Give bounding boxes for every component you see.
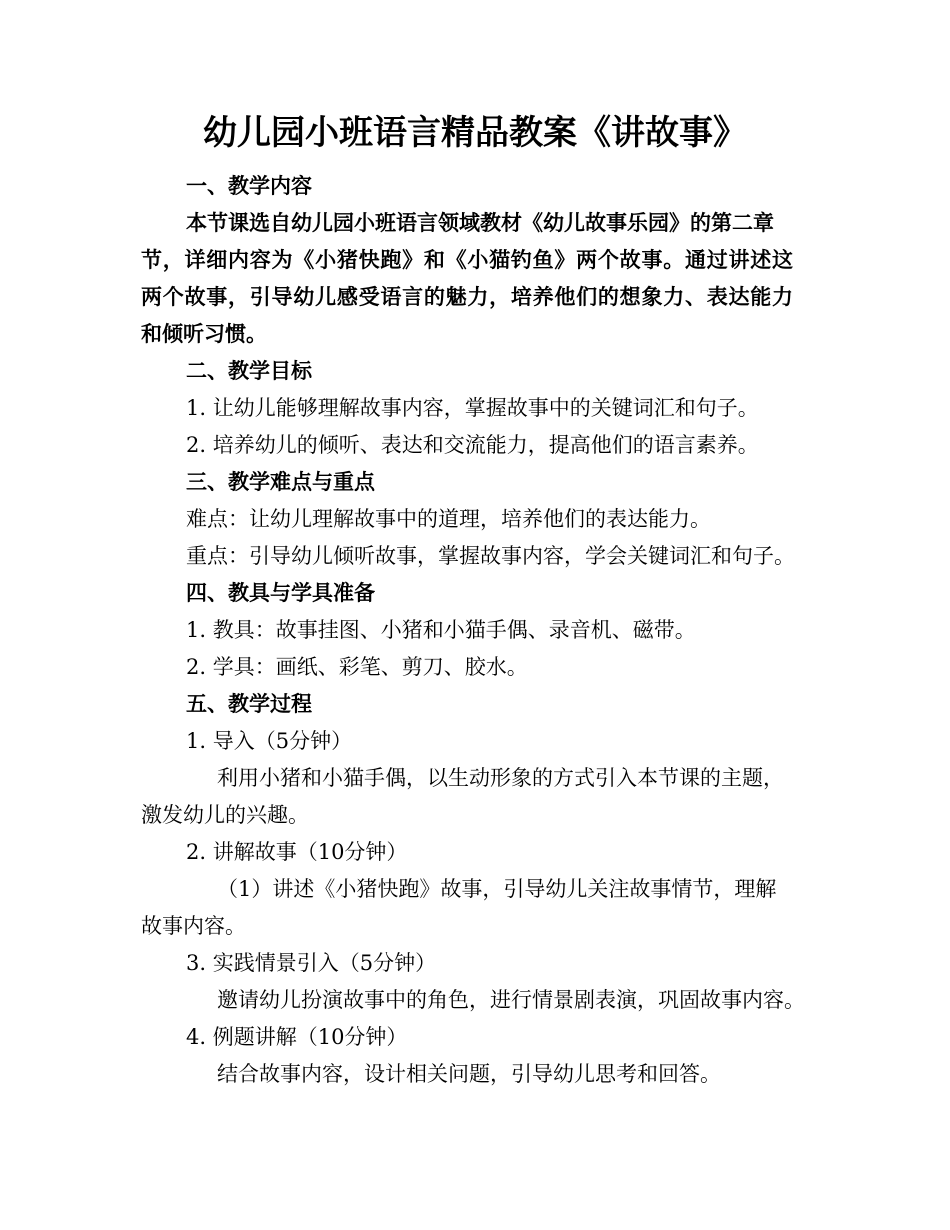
process-step-1-title: 1. 导入（5分钟） bbox=[186, 729, 353, 753]
page-title: 幼儿园小班语言精品教案《讲故事》 bbox=[203, 113, 747, 153]
process-step-2-line-2: 故事内容。 bbox=[141, 914, 246, 938]
process-step-1-line-2: 激发幼儿的兴趣。 bbox=[141, 803, 309, 827]
section-heading-difficulty: 三、教学难点与重点 bbox=[186, 469, 375, 494]
content-paragraph-line-4: 和倾听习惯。 bbox=[141, 321, 267, 346]
process-step-1-line-1: 利用小猪和小猫手偶，以生动形象的方式引入本节课的主题， bbox=[217, 766, 784, 790]
key-point-item: 重点：引导幼儿倾听故事，掌握故事内容，学会关键词汇和句子。 bbox=[186, 544, 795, 568]
process-step-2-line-1: （1）讲述《小猪快跑》故事，引导幼儿关注故事情节，理解 bbox=[217, 877, 777, 901]
process-step-3-title: 3. 实践情景引入（5分钟） bbox=[186, 951, 437, 975]
content-paragraph-line-1: 本节课选自幼儿园小班语言领域教材《幼儿故事乐园》的第二章 bbox=[186, 210, 774, 235]
content-paragraph-line-3: 两个故事，引导幼儿感受语言的魅力，培养他们的想象力、表达能力 bbox=[141, 284, 793, 309]
content-paragraph-line-2: 节，详细内容为《小猪快跑》和《小猫钓鱼》两个故事。通过讲述这 bbox=[141, 247, 793, 272]
section-heading-goals: 二、教学目标 bbox=[186, 358, 312, 383]
process-step-3-line-1: 邀请幼儿扮演故事中的角色，进行情景剧表演，巩固故事内容。 bbox=[217, 988, 805, 1012]
process-step-4-title: 4. 例题讲解（10分钟） bbox=[186, 1025, 408, 1049]
process-step-4-line-1: 结合故事内容，设计相关问题，引导幼儿思考和回答。 bbox=[217, 1062, 721, 1086]
goal-item-2: 2. 培养幼儿的倾听、表达和交流能力，提高他们的语言素养。 bbox=[186, 433, 759, 457]
section-heading-tools: 四、教具与学具准备 bbox=[186, 580, 375, 605]
difficulty-item: 难点：让幼儿理解故事中的道理，培养他们的表达能力。 bbox=[186, 507, 711, 531]
section-heading-content: 一、教学内容 bbox=[186, 173, 312, 198]
section-heading-process: 五、教学过程 bbox=[186, 691, 312, 716]
goal-item-1: 1. 让幼儿能够理解故事内容，掌握故事中的关键词汇和句子。 bbox=[186, 396, 759, 420]
tools-item-1: 1. 教具：故事挂图、小猪和小猫手偶、录音机、磁带。 bbox=[186, 618, 696, 642]
process-step-2-title: 2. 讲解故事（10分钟） bbox=[186, 840, 408, 864]
tools-item-2: 2. 学具：画纸、彩笔、剪刀、胶水。 bbox=[186, 655, 528, 679]
